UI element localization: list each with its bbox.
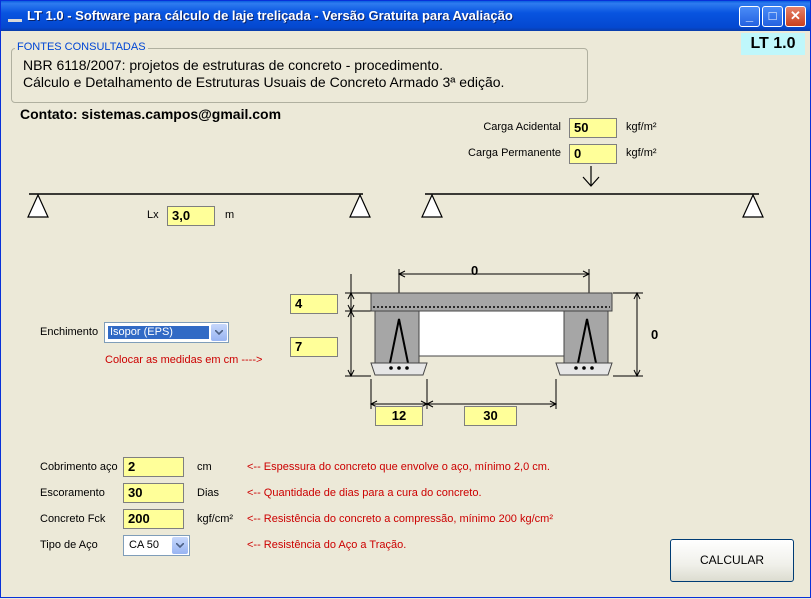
enchimento-width-input[interactable]: 30 — [464, 406, 517, 426]
lx-label: Lx — [147, 209, 159, 221]
reference-nbr: NBR 6118/2007: projetos de estruturas de concreto - procedimento. — [23, 57, 443, 73]
carga-permanente-input[interactable]: 0 — [569, 144, 617, 164]
cobrimento-hint: <-- Espessura do concreto que envolve o aço, mínimo 2,0 cm. — [247, 461, 550, 473]
close-button[interactable]: ✕ — [785, 6, 806, 27]
section-width-value: 0 — [471, 263, 479, 278]
enchimento-select[interactable] — [104, 322, 229, 343]
slab-section-drawing — [345, 269, 643, 409]
chevron-down-icon[interactable] — [172, 537, 188, 554]
version-badge: LT 1.0 — [741, 33, 805, 55]
tipo-aco-hint: <-- Resistência do Aço a Tração. — [247, 539, 407, 551]
concreto-fck-hint: <-- Resistência do concreto a compressão, mínimo 200 kg/cm² — [247, 513, 553, 525]
enchimento-hint: Colocar as medidas em cm ----> — [105, 354, 263, 366]
tipo-aco-select-value: CA 50 — [129, 539, 159, 551]
tipo-aco-label: Tipo de Aço — [40, 539, 98, 551]
minimize-button[interactable]: _ — [739, 6, 760, 27]
concreto-fck-label: Concreto Fck — [40, 513, 106, 525]
right-beam-diagram — [422, 194, 763, 217]
references-group-title: FONTES CONSULTADAS — [17, 41, 146, 53]
capa-height-input[interactable]: 4 — [290, 294, 338, 314]
carga-acidental-label: Carga Acidental — [483, 121, 561, 133]
lx-input[interactable]: 3,0 — [167, 206, 215, 226]
cobrimento-unit: cm — [197, 461, 212, 473]
carga-permanente-unit: kgf/m² — [626, 147, 657, 159]
enchimento-label: Enchimento — [40, 326, 99, 338]
lx-unit: m — [225, 209, 235, 221]
chevron-down-icon[interactable] — [211, 324, 227, 341]
contact-email: Contato: sistemas.campos@gmail.com — [20, 106, 282, 122]
concreto-fck-input[interactable]: 200 — [123, 509, 184, 529]
maximize-button[interactable]: □ — [762, 6, 783, 27]
cobrimento-label: Cobrimento aço — [40, 461, 118, 473]
escoramento-input[interactable]: 30 — [123, 483, 184, 503]
reference-book: Cálculo e Detalhamento de Estruturas Usuais de Concreto Armado 3ª edição. — [23, 74, 505, 90]
section-height-value: 0 — [651, 327, 659, 342]
tipo-aco-select[interactable] — [123, 535, 190, 556]
enchimento-height-input[interactable]: 7 — [290, 337, 338, 357]
cobrimento-input[interactable]: 2 — [123, 457, 184, 477]
load-arrow-icon — [583, 166, 599, 186]
enchimento-select-value: Isopor (EPS) — [108, 326, 209, 339]
carga-acidental-input[interactable]: 50 — [569, 118, 617, 138]
escoramento-label: Escoramento — [40, 487, 105, 499]
calcular-button[interactable]: CALCULAR — [670, 539, 794, 582]
concreto-fck-unit: kgf/cm² — [197, 513, 234, 525]
vigota-width-input[interactable]: 12 — [375, 406, 423, 426]
escoramento-hint: <-- Quantidade de dias para a cura do concreto. — [247, 487, 482, 499]
escoramento-unit: Dias — [197, 487, 220, 499]
carga-permanente-label: Carga Permanente — [468, 147, 561, 159]
carga-acidental-unit: kgf/m² — [626, 121, 657, 133]
window-title: LT 1.0 - Software para cálculo de laje treliçada - Versão Gratuita para Avaliação — [27, 8, 513, 23]
